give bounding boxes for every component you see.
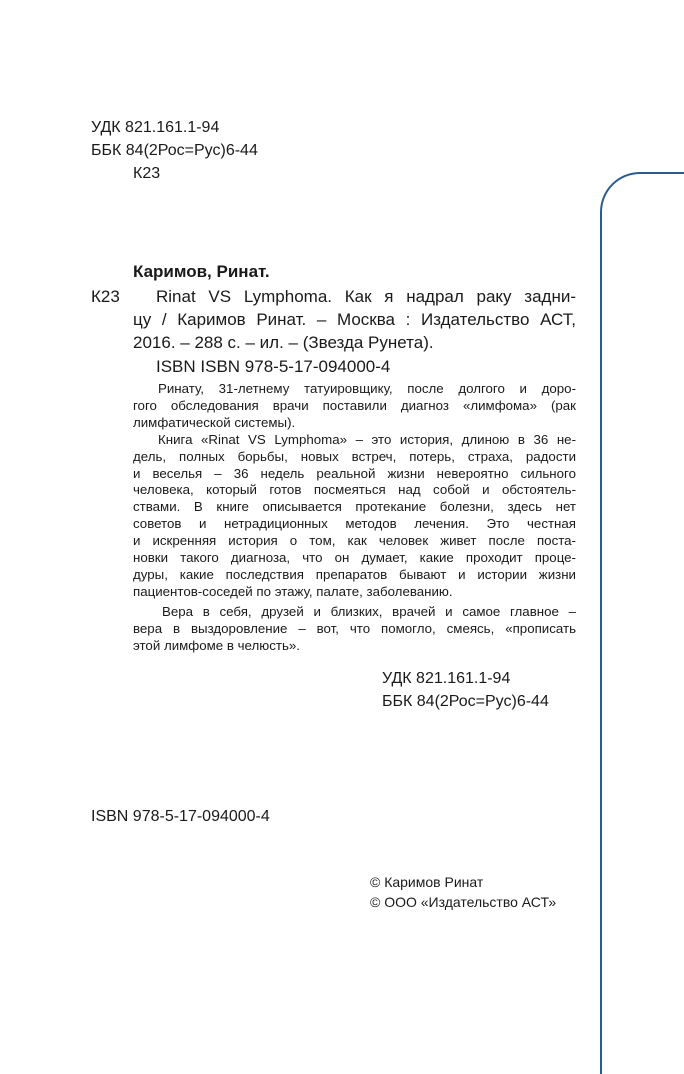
bottom-bbk: ББК 84(2Рос=Рус)6-44 [382,693,549,710]
biblio-line: Rinat VS Lymphoma. Как я надрал раку задни- [156,287,576,306]
top-author-code: К23 [133,165,161,182]
annotation-line: этой лимфоме в челюсть». [133,638,300,653]
annotation-line: гого обследования врачи поставили диагноз «лимфома» (рак [133,398,576,413]
annotation-line: человека, который готов посмеяться над собой и обстоятель- [133,482,576,497]
author-heading: Каримов, Ринат. [133,262,270,281]
biblio-isbn: ISBN ISBN 978-5-17-094000-4 [156,357,391,376]
top-bbk: ББК 84(2Рос=Рус)6-44 [91,142,258,159]
biblio-author-code: К23 [91,287,120,306]
top-udk: УДК 821.161.1-94 [91,119,220,136]
annotation-line: и искренняя история о том, как человек живет после поста- [133,533,576,548]
annotation-line: и веселья – 36 недель реальной жизни невероятно сильного [133,466,576,481]
annotation-line: Книга «Rinat VS Lymphoma» – это история, длиною в 36 не- [158,432,576,447]
isbn-bottom: ISBN 978-5-17-094000-4 [91,808,270,825]
decorative-blue-border [600,172,684,1074]
biblio-line: 2016. – 288 с. – ил. – (Звезда Рунета). [133,333,434,352]
annotation-line: ствами. В книге описывается протекание болезни, здесь нет [133,499,576,514]
annotation-line: Вера в себя, друзей и близких, врачей и самое главное – [162,604,576,619]
annotation-line: новки такого диагноза, что он думает, какие проходит проце- [133,550,576,565]
annotation-line: Ринату, 31-летнему татуировщику, после долгого и доро- [158,381,576,396]
biblio-line: цу / Каримов Ринат. – Москва : Издательство АСТ, [133,310,576,329]
annotation-line: дель, полных борьбы, новых встреч, потерь, страха, радости [133,449,576,464]
copyright-author: © Каримов Ринат [370,874,484,890]
copyright-publisher: © ООО «Издательство АСТ» [370,894,557,910]
annotation-line: советов и нетрадиционных методов лечения. Это честная [133,516,576,531]
bottom-udk: УДК 821.161.1-94 [382,670,511,687]
annotation-line: лимфатической системы). [133,415,296,430]
annotation-line: пациентов-соседей по этажу, палате, заболеванию. [133,584,453,599]
annotation-line: дуры, какие последствия препаратов бывают и истории жизни [133,567,576,582]
annotation-line: вера в выздоровление – вот, что помогло, смеясь, «прописать [133,621,576,636]
